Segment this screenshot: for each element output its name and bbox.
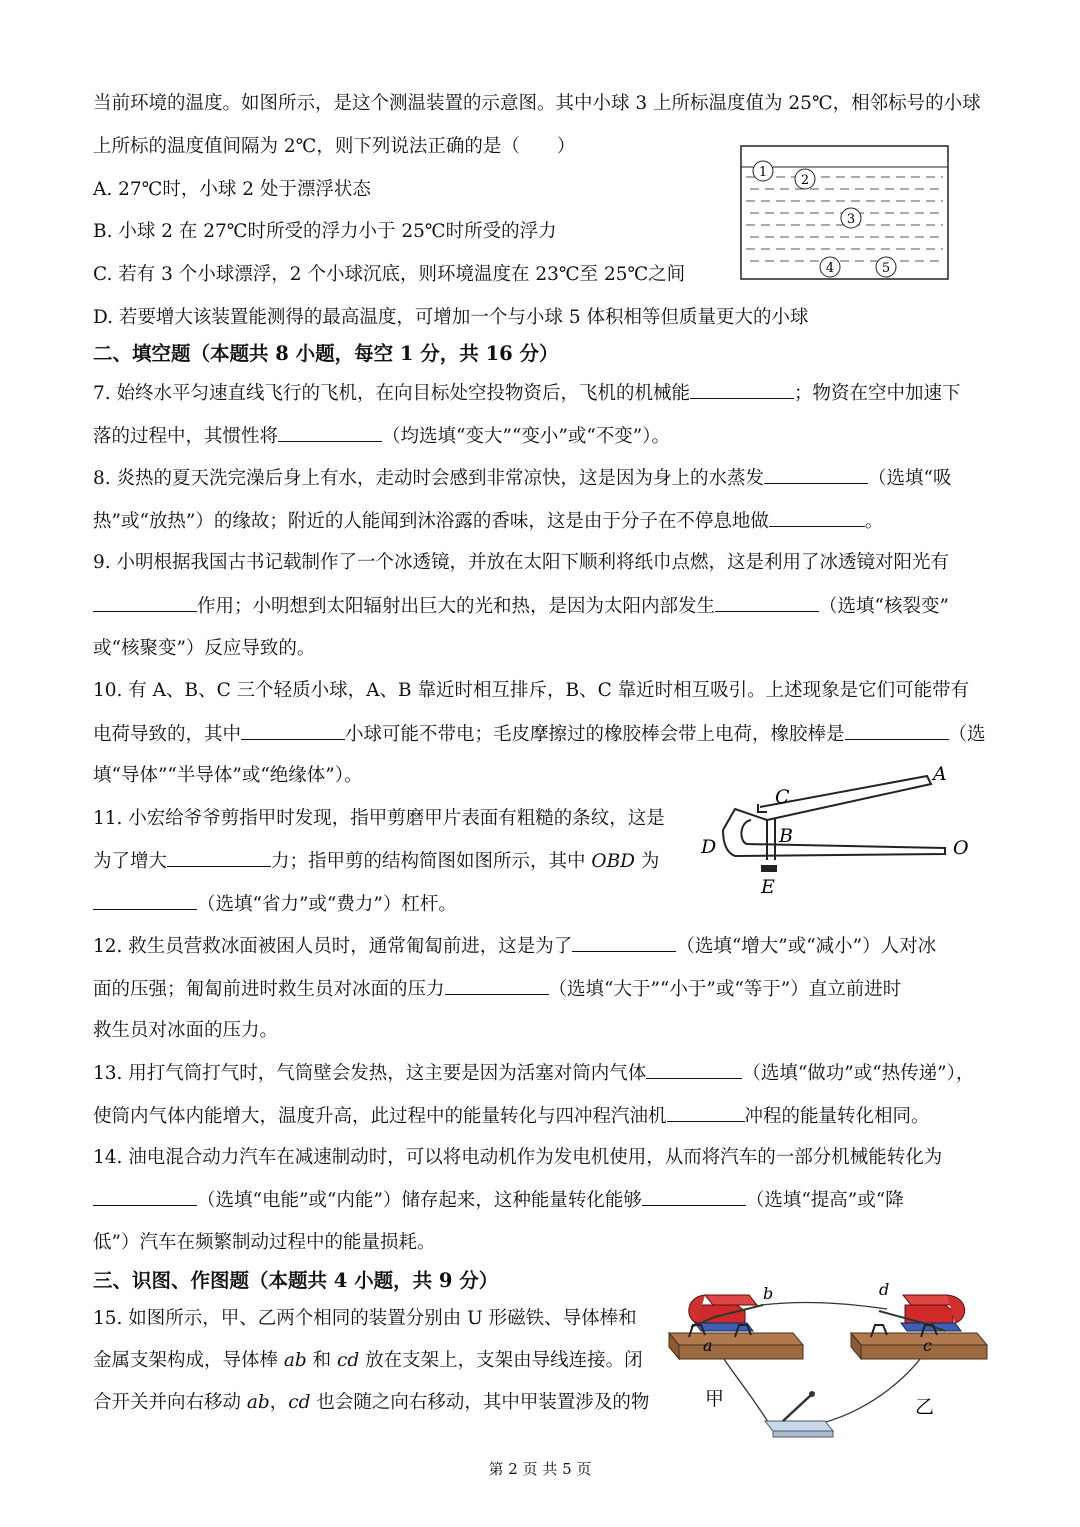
section3-heading: 三、识图、作图题（本题共 4 小题，共 9 分） [93,1269,499,1292]
svg-text:2: 2 [800,173,810,188]
q9-line3: 或“核聚变”）反应导致的。 [93,638,316,659]
q9-blank-1[interactable] [93,593,197,612]
q6-stem-line2: 上所标的温度值间隔为 2℃，则下列说法正确的是（ ） [93,136,576,157]
q6-option-d: D. 若要增大该装置能测得的最高温度，可增加一个与小球 5 体积相等但质量更大的小球 [93,307,809,328]
q13-blank-2[interactable] [667,1103,745,1122]
q6-option-c: C. 若有 3 个小球漂浮，2 个小球沉底，则环境温度在 23℃至 25℃之间 [93,264,686,285]
q12-line3: 救生员对冰面的压力。 [93,1020,279,1041]
q13-line1: 13. 用打气筒打气时，气筒壁会发热，这主要是因为活塞对筒内气体 （选填“做功”或“热传递”）， [93,1060,974,1087]
q9-blank-2[interactable] [715,593,819,612]
q11-line2: 为了增大 力；指甲剪的结构简图如图所示，其中 OBD 为 [93,848,659,875]
label-yi: 乙 [915,1396,935,1418]
svg-text:1: 1 [758,165,768,180]
svg-text:4: 4 [825,261,835,276]
svg-text:3: 3 [846,212,856,227]
q12-blank-2[interactable] [445,976,549,995]
q7-line2: 落的过程中，其惯性将 （均选填“变大”“变小”或“不变”）。 [93,423,670,450]
ball-1 [753,161,773,181]
q6-thermometer-figure [738,143,952,281]
q12-blank-1[interactable] [572,933,676,952]
label-c: c [923,1336,932,1355]
q11-line1: 11. 小宏给爷爷剪指甲时发现，指甲剪磨甲片表面有粗糙的条纹，这是 [93,808,665,829]
q8-line2: 热”或“放热”）的缘故；附近的人能闻到沐浴露的香味，这是由于分子在不停息地做 。 [93,508,883,535]
ball-2 [795,169,815,189]
label-a: a [703,1336,713,1355]
ball-5 [876,257,896,277]
label-d: d [879,1280,890,1299]
q10-blank-2[interactable] [845,721,949,740]
q13-blank-1[interactable] [646,1060,742,1079]
q15-line2: 金属支架构成，导体棒 ab 和 cd 放在支架上，支架由导线连接。闭 [93,1350,643,1371]
label-jia: 甲 [705,1388,725,1410]
q14-line1: 14. 油电混合动力汽车在减速制动时，可以将电动机作为发电机使用，从而将汽车的一部分机械能转化为 [93,1147,943,1168]
q15-line3: 合开关并向右移动 ab，cd 也会随之向右移动，其中甲装置涉及的物 [93,1392,650,1413]
wires [713,1302,933,1427]
label-d: D [701,836,717,858]
device-yi [851,1280,987,1359]
device-jia [669,1284,803,1359]
q10-blank-1[interactable] [241,721,345,740]
q9-line1: 9. 小明根据我国古书记载制作了一个冰透镜，并放在太阳下顺利将纸巾点燃，这是利用了冰透镜对阳光有 [93,552,950,573]
q8-line1: 8. 炎热的夏天洗完澡后身上有水，走动时会感到非常凉快，这是因为身上的水蒸发 （选填“吸 [93,465,952,492]
q8-blank-2[interactable] [769,508,865,527]
q14-blank-2[interactable] [642,1187,746,1206]
section2-heading: 二、填空题（本题共 8 小题，每空 1 分，共 16 分） [93,342,559,365]
ball-3 [841,208,861,228]
nail-clipper-figure [695,762,980,900]
q14-blank-1[interactable] [93,1187,197,1206]
q8-blank-1[interactable] [764,465,868,484]
label-b: b [763,1284,774,1303]
q10-line3: 填“导体”“半导体”或“绝缘体”）。 [93,765,363,786]
svg-text:5: 5 [881,261,891,276]
q15-line1: 15. 如图所示，甲、乙两个相同的装置分别由 U 形磁铁、导体棒和 [93,1308,637,1329]
q12-line1: 12. 救生员营救冰面被困人员时，通常匍匐前进，这是为了 （选填“增大”或“减小”）人对冰 [93,933,936,960]
label-a: A [933,763,947,785]
q11-blank-1[interactable] [167,848,271,867]
label-b: B [779,825,793,847]
switch [765,1391,833,1437]
q13-line2: 使筒内气体内能增大，温度升高，此过程中的能量转化与四冲程汽油机 冲程的能量转化相同。 [93,1103,930,1130]
e-pad [761,865,777,872]
magnet-devices-figure [665,1275,1005,1445]
q7-blank-2[interactable] [278,423,382,442]
q12-line2: 面的压强；匍匐前进时救生员对冰面的压力 （选填“大于”“小于”或“等于”）直立前进时 [93,976,901,1003]
q9-line2: 作用；小明想到太阳辐射出巨大的光和热，是因为太阳内部发生 （选填“核裂变” [93,593,949,620]
label-o: O [953,837,969,859]
q10-line2: 电荷导致的，其中 小球可能不带电；毛皮摩擦过的橡胶棒会带上电荷，橡胶棒是 （选 [93,721,986,748]
label-e: E [761,876,775,898]
q10-line1: 10. 有 A、B、C 三个轻质小球，A、B 靠近时相互排斥，B、C 靠近时相互吸引。上述现象是它们可能带有 [93,680,970,701]
q6-stem-line1: 当前环境的温度。如图所示，是这个测温装置的示意图。其中小球 3 上所标温度值为 25℃，相邻标号的小球 [93,93,981,114]
q11-line3: （选填“省力”或“费力”）杠杆。 [93,891,457,918]
q14-line3: 低”）汽车在频繁制动过程中的能量损耗。 [93,1232,436,1253]
q6-option-a: A. 27℃时，小球 2 处于漂浮状态 [93,179,371,200]
q6-option-b: B. 小球 2 在 27℃时所受的浮力小于 25℃时所受的浮力 [93,221,557,242]
ball-4 [820,257,840,277]
q14-line2: （选填“电能”或“内能”）储存起来，这种能量转化能够 （选填“提高”或“降 [93,1187,904,1214]
q7-blank-1[interactable] [690,380,794,399]
page-footer: 第 2 页 共 5 页 [488,1460,592,1478]
label-c: C [775,786,790,808]
q11-blank-2[interactable] [93,891,197,910]
q7-line1: 7. 始终水平匀速直线飞行的飞机，在向目标处空投物资后，飞机的机械能 ；物资在空中加速下 [93,380,961,407]
